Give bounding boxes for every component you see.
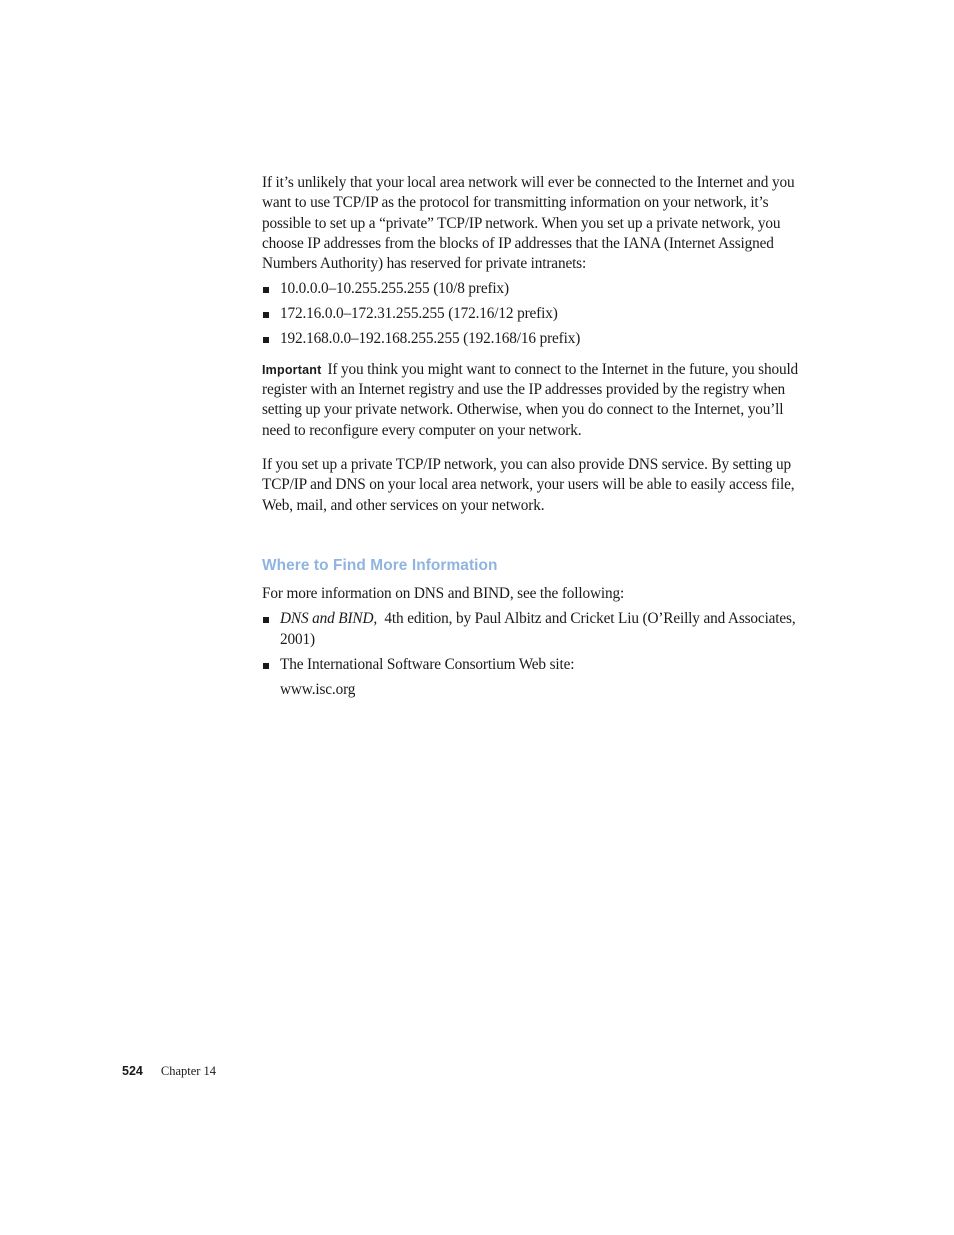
page-content — [262, 173, 807, 700]
important-label: Important — [262, 362, 322, 377]
book-details: 4th edition, by Paul Albitz and Cricket Liu (O’Reilly and Associates, 2001) — [280, 610, 796, 648]
chapter-label: Chapter 14 — [160, 1064, 217, 1078]
list-item — [262, 609, 807, 650]
square-bullet-icon — [263, 617, 269, 623]
square-bullet-icon — [263, 337, 269, 343]
intro-paragraph: If it’s unlikely that your local area network will ever be connected to the Internet and you want to use TCP/IP as the protocol for transmitting information on your network, it’s possible to set up a “private” TCP/IP network. When you set up a private network, you choose IP addresses from the blocks of IP addresses that the IANA (Internet Assigned Numbers Authority) has reserved for private intranets: — [262, 174, 795, 273]
important-note — [262, 360, 807, 441]
more-info-paragraph: For more information on DNS and BIND, see the following: — [262, 585, 625, 603]
square-bullet-icon — [263, 663, 269, 669]
square-bullet-icon — [263, 287, 269, 293]
list-item — [262, 279, 807, 299]
list-item — [262, 304, 807, 324]
list-item — [262, 329, 807, 349]
square-bullet-icon — [263, 312, 269, 318]
list-item — [262, 655, 807, 675]
isc-item-text: The International Software Consortium Web site: — [280, 655, 575, 673]
isc-url: www.isc.org — [280, 680, 356, 698]
page-footer — [122, 1063, 216, 1079]
book-title: DNS and BIND, — [280, 610, 378, 628]
reference-list — [262, 609, 807, 675]
address-block-text: 10.0.0.0–10.255.255.255 (10/8 prefix) — [280, 280, 509, 298]
dns-paragraph: If you set up a private TCP/IP network, you can also provide DNS service. By setting up TCP/IP and DNS on your local area network, your users will be able to easily access file, Web, mail, and other services on your network. — [262, 455, 795, 514]
address-block-text: 172.16.0.0–172.31.255.255 (172.16/12 prefix) — [280, 305, 558, 323]
page-number: 524 — [122, 1064, 143, 1078]
important-text: If you think you might want to connect to the Internet in the future, you should register with an Internet registry and use the IP addresses provided by the registry when setting up your private network. Otherwise, when you do connect to the Internet, you’ll need to reconfigure every computer on your network. — [262, 360, 799, 439]
section-heading: Where to Find More Information — [262, 556, 498, 574]
address-block-text: 192.168.0.0–192.168.255.255 (192.168/16 prefix) — [280, 330, 581, 348]
address-block-list — [262, 279, 807, 349]
